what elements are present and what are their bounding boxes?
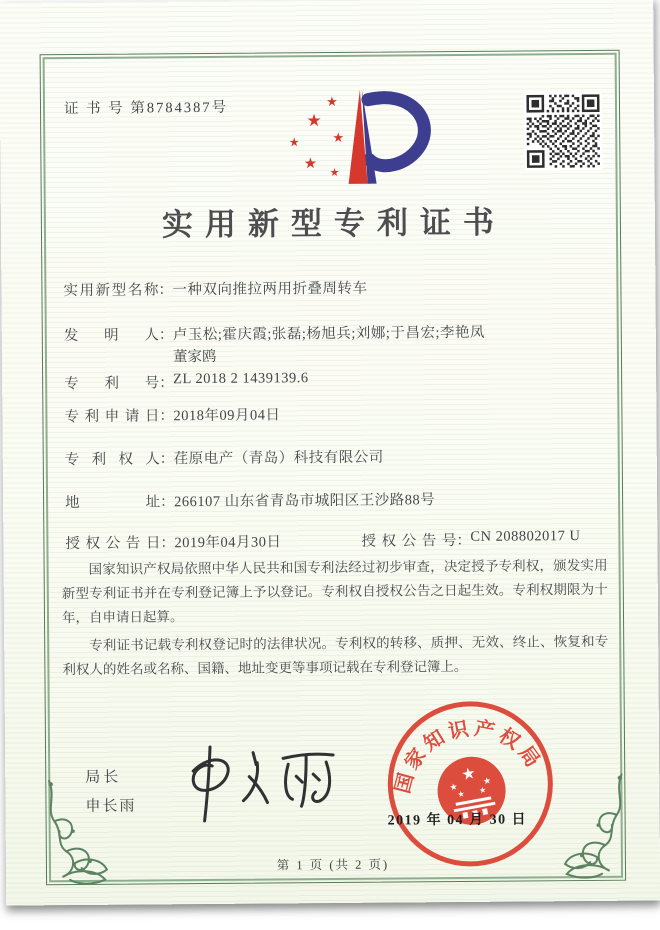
field-grant-number xyxy=(361,528,580,551)
field-inventors xyxy=(64,320,610,345)
svg-text:★: ★ xyxy=(326,94,338,111)
commissioner-name: 申长雨 xyxy=(85,798,137,815)
svg-text:★: ★ xyxy=(459,762,478,785)
field-value: 266107 山东省青岛市城阳区王沙路88号 xyxy=(174,492,436,511)
label-colon: ： xyxy=(158,327,174,344)
svg-text:★: ★ xyxy=(306,111,322,132)
commissioner-title: 局长 xyxy=(85,769,122,786)
legal-text xyxy=(62,554,609,686)
seal-date: 2019 年 04 月 30 日 xyxy=(387,812,528,829)
label-colon: ： xyxy=(456,532,471,550)
label-colon: ： xyxy=(160,535,175,552)
field-label: 授权公告号 xyxy=(361,533,457,550)
field-label: 地址 xyxy=(65,494,161,512)
field-label: 发明人 xyxy=(63,327,159,345)
svg-text:★: ★ xyxy=(448,782,459,794)
field-patentee xyxy=(65,444,611,469)
legal-paragraph-1: 国家知识产权局依照中华人民共和国专利法经过初步审查，决定授予专利权，颁发实用新型专利证书并在专利登记簿上予以登记。专利权自授权公告之日起生效。专利权期限为十年，自申请日起算。 xyxy=(61,557,608,626)
cnipa-logo-icon xyxy=(272,83,433,192)
field-filing-date xyxy=(64,401,610,426)
field-value: 2019年04月30日 xyxy=(174,534,282,552)
field-value: ZL 2018 2 1439139.6 xyxy=(173,370,309,388)
page-footer: 第 1 页 (共 2 页) xyxy=(276,857,390,873)
field-label: 专利权人 xyxy=(64,451,160,469)
svg-text:★: ★ xyxy=(482,776,493,788)
svg-text:★: ★ xyxy=(288,135,300,150)
field-value: 卢玉松;霍庆霞;张磊;杨旭兵;刘娜;于昌宏;李艳凤 xyxy=(172,324,486,344)
field-label: 授权公告日 xyxy=(65,535,161,553)
svg-text:★: ★ xyxy=(329,165,340,179)
svg-text:★: ★ xyxy=(332,130,345,146)
field-address xyxy=(65,487,611,512)
field-grant-row xyxy=(65,528,611,553)
field-label: 专利号 xyxy=(64,375,160,393)
label-colon: ： xyxy=(159,408,174,425)
field-inventors-line2: 董家鸥 xyxy=(172,348,217,366)
svg-text:★: ★ xyxy=(456,789,466,800)
certificate-number: 证 书 号 第8784387号 xyxy=(63,99,229,118)
seal-text: 国家知识产权局 xyxy=(391,717,546,796)
svg-text:★: ★ xyxy=(478,785,488,796)
field-value: CN 208802017 U xyxy=(470,528,581,545)
field-label: 专利申请日 xyxy=(64,408,160,426)
field-value: 荏原电产（青岛）科技有限公司 xyxy=(173,449,384,468)
label-colon: ： xyxy=(159,451,175,468)
field-value: 一种双向推拉两用折叠周转车 xyxy=(172,280,368,299)
certificate-title: 实用新型专利证书 xyxy=(161,204,507,243)
label-colon: ： xyxy=(159,375,174,392)
label-colon: ： xyxy=(160,494,175,511)
field-value: 2018年09月04日 xyxy=(173,407,281,425)
svg-text:★: ★ xyxy=(303,154,318,173)
field-label: 实用新型名称 xyxy=(63,282,159,300)
field-patent-number xyxy=(64,368,610,393)
legal-paragraph-2: 专利证书记载专利权登记时的法律状况。专利权的转移、质押、无效、终止、恢复和专利权人的姓名或名称、国籍、地址变更等事项记载在专利登记簿上。 xyxy=(62,633,609,678)
label-colon: ： xyxy=(158,282,174,299)
qr-code xyxy=(524,92,603,171)
signature-handwriting xyxy=(155,738,366,828)
field-utility-model-name xyxy=(63,275,609,300)
